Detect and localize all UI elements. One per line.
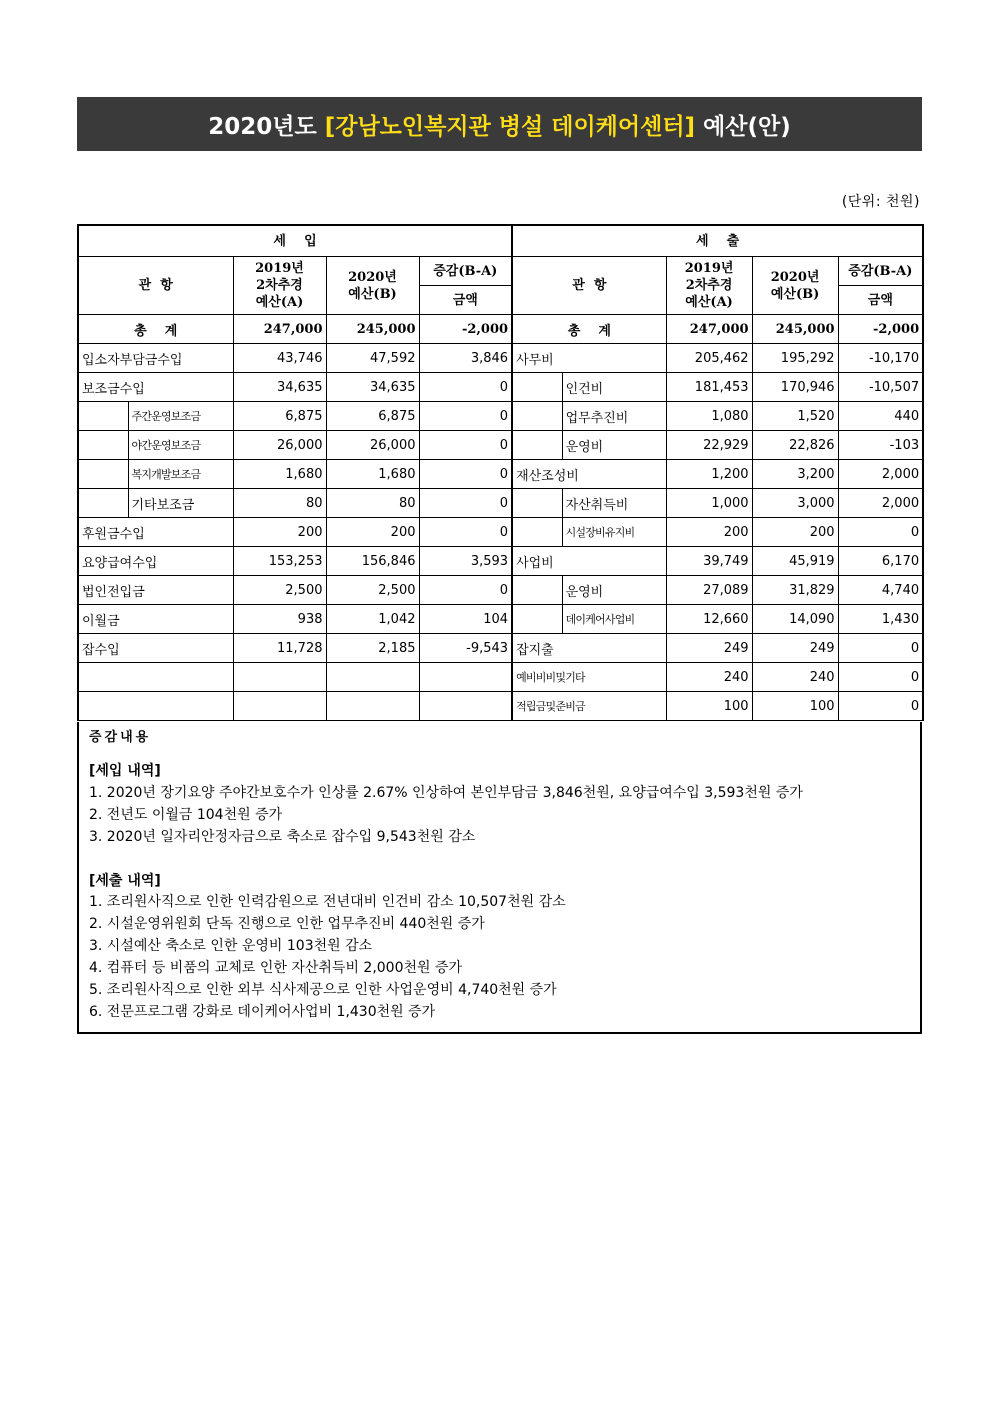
expense-total-diff: -2,000 [838,315,923,344]
title-suffix: 예산(안) [695,113,791,140]
income-gwan-cell [78,402,128,431]
income-gwan-cell: 보조금수입 [78,373,233,402]
expense-col-amount: 금액 [838,286,923,315]
income-gwan-cell: 법인전입금 [78,576,233,605]
change-notes [77,722,922,1034]
income-gwan-cell [78,489,128,518]
table-row [78,576,923,605]
income-prev-cell: 938 [233,605,326,634]
table-row [78,431,923,460]
table-row [78,518,923,547]
income-prev-cell: 80 [233,489,326,518]
expense-gwan-cell [512,605,562,634]
expense-gwan-cell [512,402,562,431]
table-row [78,373,923,402]
expense-diff-cell: 0 [838,634,923,663]
expense-total-cur: 245,000 [752,315,838,344]
expense-diff-cell: 4,740 [838,576,923,605]
expense-cur-cell: 249 [752,634,838,663]
income-gwan-cell: 입소자부담금수입 [78,344,233,373]
expense-gwan-cell: 사업비 [512,547,666,576]
expense-diff-cell: -103 [838,431,923,460]
expense-total-label: 총 계 [512,315,666,344]
income-note: 2. 전년도 이월금 104천원 증가 [89,807,283,823]
income-cur-cell: 34,635 [326,373,419,402]
expense-col-cur: 2020년 예산(B) [752,257,838,315]
income-gwan-cell [78,663,233,692]
expense-note: 5. 조리원사직으로 인한 외부 식사제공으로 인한 사업운영비 4,740천원 증가 [89,982,557,998]
expense-gwan-cell: 적립금및준비금 [512,692,666,721]
expense-cur-cell: 170,946 [752,373,838,402]
income-gwan-cell: 요양급여수입 [78,547,233,576]
expense-cur-cell: 3,200 [752,460,838,489]
income-hang-cell: 주간운영보조금 [128,402,233,431]
income-diff-cell [419,692,512,721]
income-prev-cell: 200 [233,518,326,547]
expense-header: 세 출 [512,225,923,257]
expense-cur-cell: 31,829 [752,576,838,605]
income-cur-cell: 26,000 [326,431,419,460]
income-cur-cell [326,663,419,692]
expense-hang-cell: 인건비 [562,373,666,402]
income-prev-cell: 43,746 [233,344,326,373]
income-cur-cell: 6,875 [326,402,419,431]
income-prev-cell: 1,680 [233,460,326,489]
expense-notes-title: [세출 내역] [89,873,161,889]
income-gwan-cell [78,460,128,489]
income-prev-cell: 34,635 [233,373,326,402]
income-prev-cell: 26,000 [233,431,326,460]
expense-col-diff: 증감(B-A) [838,257,923,286]
income-cur-cell: 156,846 [326,547,419,576]
expense-note: 1. 조리원사직으로 인한 인력감원으로 전년대비 인건비 감소 10,507천원 감소 [89,894,566,910]
expense-diff-cell: 6,170 [838,547,923,576]
expense-cur-cell: 100 [752,692,838,721]
income-diff-cell: 0 [419,460,512,489]
income-gwan-cell: 이월금 [78,605,233,634]
income-hang-cell: 복지개발보조금 [128,460,233,489]
income-prev-cell [233,692,326,721]
expense-hang-cell: 업무추진비 [562,402,666,431]
table-row [78,547,923,576]
income-cur-cell: 1,042 [326,605,419,634]
income-col-diff: 증감(B-A) [419,257,512,286]
income-prev-cell: 153,253 [233,547,326,576]
table-row [78,344,923,373]
expense-hang-cell: 데이케어사업비 [562,605,666,634]
income-gwan-cell: 잡수입 [78,634,233,663]
expense-diff-cell: -10,170 [838,344,923,373]
income-cur-cell: 200 [326,518,419,547]
income-col-item: 관 항 [78,257,233,315]
expense-cur-cell: 45,919 [752,547,838,576]
income-col-cur: 2020년 예산(B) [326,257,419,315]
expense-hang-cell: 시설장비유지비 [562,518,666,547]
income-cur-cell: 80 [326,489,419,518]
expense-cur-cell: 200 [752,518,838,547]
totals-row [78,315,923,344]
expense-note: 3. 시설예산 축소로 인한 운영비 103천원 감소 [89,938,373,954]
income-prev-cell: 6,875 [233,402,326,431]
expense-diff-cell: 0 [838,692,923,721]
expense-prev-cell: 1,080 [666,402,752,431]
expense-cur-cell: 195,292 [752,344,838,373]
income-gwan-cell [78,431,128,460]
expense-prev-cell: 240 [666,663,752,692]
table-row [78,489,923,518]
income-diff-cell: -9,543 [419,634,512,663]
income-diff-cell: 0 [419,373,512,402]
income-notes-title: [세입 내역] [89,763,161,779]
expense-gwan-cell: 재산조성비 [512,460,666,489]
expense-prev-cell: 181,453 [666,373,752,402]
expense-prev-cell: 1,000 [666,489,752,518]
expense-gwan-cell [512,373,562,402]
income-cur-cell: 47,592 [326,344,419,373]
income-diff-cell: 0 [419,518,512,547]
expense-cur-cell: 14,090 [752,605,838,634]
table-row [78,663,923,692]
expense-diff-cell: 0 [838,518,923,547]
income-hang-cell: 야간운영보조금 [128,431,233,460]
income-diff-cell [419,663,512,692]
expense-gwan-cell [512,576,562,605]
expense-diff-cell: -10,507 [838,373,923,402]
expense-total-prev: 247,000 [666,315,752,344]
expense-prev-cell: 249 [666,634,752,663]
income-diff-cell: 0 [419,576,512,605]
table-row [78,460,923,489]
expense-diff-cell: 2,000 [838,460,923,489]
income-diff-cell: 0 [419,431,512,460]
income-gwan-cell [78,692,233,721]
expense-gwan-cell [512,489,562,518]
expense-gwan-cell [512,431,562,460]
income-gwan-cell: 후원금수입 [78,518,233,547]
income-col-prev: 2019년 2차추경 예산(A) [233,257,326,315]
income-diff-cell: 3,593 [419,547,512,576]
expense-diff-cell: 0 [838,663,923,692]
expense-prev-cell: 100 [666,692,752,721]
income-total-cur: 245,000 [326,315,419,344]
notes-title: 증감내용 [89,730,152,745]
expense-prev-cell: 205,462 [666,344,752,373]
income-prev-cell: 2,500 [233,576,326,605]
expense-prev-cell: 27,089 [666,576,752,605]
income-diff-cell: 104 [419,605,512,634]
income-cur-cell: 2,185 [326,634,419,663]
expense-prev-cell: 1,200 [666,460,752,489]
income-col-amount: 금액 [419,286,512,315]
income-diff-cell: 3,846 [419,344,512,373]
income-cur-cell: 2,500 [326,576,419,605]
expense-gwan-cell: 예비비비및기타 [512,663,666,692]
expense-note: 2. 시설운영위원회 단독 진행으로 인한 업무추진비 440천원 증가 [89,916,485,932]
income-prev-cell: 11,728 [233,634,326,663]
budget-table [77,224,924,721]
expense-cur-cell: 240 [752,663,838,692]
income-note: 3. 2020년 일자리안정자금으로 축소로 잡수입 9,543천원 감소 [89,829,476,845]
expense-prev-cell: 39,749 [666,547,752,576]
income-hang-cell: 기타보조금 [128,489,233,518]
expense-note: 4. 컴퓨터 등 비품의 교체로 인한 자산취득비 2,000천원 증가 [89,960,463,976]
expense-hang-cell: 자산취득비 [562,489,666,518]
table-row [78,605,923,634]
expense-col-item: 관 항 [512,257,666,315]
income-total-diff: -2,000 [419,315,512,344]
expense-gwan-cell: 잡지출 [512,634,666,663]
expense-hang-cell: 운영비 [562,576,666,605]
expense-diff-cell: 440 [838,402,923,431]
table-row [78,634,923,663]
income-total-prev: 247,000 [233,315,326,344]
expense-cur-cell: 22,826 [752,431,838,460]
income-total-label: 총 계 [78,315,233,344]
expense-prev-cell: 12,660 [666,605,752,634]
unit-label: (단위: 천원) [841,194,920,210]
income-cur-cell: 1,680 [326,460,419,489]
title-highlight: [강남노인복지관 병설 데이케어센터] [324,113,696,140]
income-header: 세 입 [78,225,512,257]
table-row [78,692,923,721]
table-row [78,402,923,431]
expense-hang-cell: 운영비 [562,431,666,460]
expense-diff-cell: 2,000 [838,489,923,518]
expense-note: 6. 전문프로그램 강화로 데이케어사업비 1,430천원 증가 [89,1004,436,1020]
expense-diff-cell: 1,430 [838,605,923,634]
document-title [77,97,922,151]
expense-prev-cell: 22,929 [666,431,752,460]
income-cur-cell [326,692,419,721]
income-diff-cell: 0 [419,402,512,431]
expense-gwan-cell [512,518,562,547]
expense-gwan-cell: 사무비 [512,344,666,373]
expense-col-prev: 2019년 2차추경 예산(A) [666,257,752,315]
expense-cur-cell: 1,520 [752,402,838,431]
income-diff-cell: 0 [419,489,512,518]
title-prefix: 2020년도 [208,113,325,140]
income-note: 1. 2020년 장기요양 주야간보호수가 인상률 2.67% 인상하여 본인부담금 3,846천원, 요양급여수입 3,593천원 증가 [89,785,803,801]
expense-cur-cell: 3,000 [752,489,838,518]
income-prev-cell [233,663,326,692]
expense-prev-cell: 200 [666,518,752,547]
